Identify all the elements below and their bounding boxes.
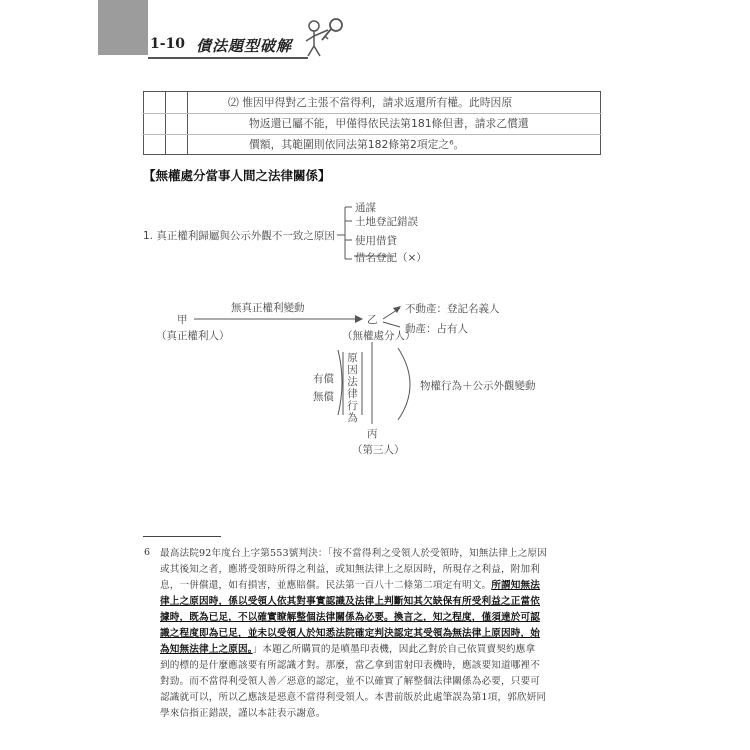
book-title: 債法題型破解 xyxy=(196,37,293,55)
footnote-line xyxy=(160,577,540,591)
footnote-line: 或其後知之者，應將受領時所得之利益，或知無法律上之原因時，所現存之利益，附加利 xyxy=(160,564,541,575)
footnote-line: 認識就可以，所以乙應該是惡意不當得利受領人。本書前版於此處筆誤為第1項，郭欣妍同 xyxy=(160,692,547,703)
onerous-label: 有償 xyxy=(313,373,334,385)
party-a-role: （真正權利人） xyxy=(156,330,230,342)
reason-item: 使用借貸 xyxy=(355,235,397,247)
real-estate-label: 不動產：登記名義人 xyxy=(405,303,500,315)
gratuitous-label: 無償 xyxy=(313,391,334,403)
box-line-2: 物返還已屬不能，甲僅得依民法第181條但書，請求乙償還 xyxy=(249,117,529,130)
page-number: 1-10 xyxy=(150,36,186,52)
real-act-label: 物權行為＋公示外觀變動 xyxy=(420,380,536,392)
footnote-line: 對勁。而不當得利受領人善／惡意的認定，並不以確實了解整個法律關係為必要，只要可 xyxy=(160,676,541,687)
arrow-label: 無真正權利變動 xyxy=(231,302,305,314)
footnote-text: 息，一併償還，如有損害，並應賠償。民法第一百八十二條第二項定有明文。 xyxy=(160,580,492,591)
box-line-3: 價額，其範圍則依同法第182條第2項定之⁶。 xyxy=(249,138,465,151)
footnote-line: 學來信指正錯誤，謹以本註表示謝意。 xyxy=(160,708,326,719)
footnote-rule xyxy=(143,536,221,537)
party-b: 乙 xyxy=(367,314,378,326)
footnote-emphasis: 所謂知無法 xyxy=(491,580,541,591)
movables-label: 動產：占有人 xyxy=(405,323,468,335)
footnote-line-emphasis: 律上之原因時，係以受領人依其對事實認識及法律上判斷知其欠缺保有所受利益之正當依 xyxy=(160,596,541,607)
box-line-1: ⑵ 惟因甲得對乙主張不當得利，請求返還所有權。此時因原 xyxy=(228,96,513,109)
reason-item-struck: 借名登記（×） xyxy=(355,252,427,264)
footnote-line-emphasis: 據時，既為已足，不以確實瞭解整個法律關係為必要。換言之，知之程度，僅須達於可認 xyxy=(160,612,541,623)
footnote-line: 最高法院92年度台上字第553號判決：「按不當得利之受領人於受領時，知無法律上之原因 xyxy=(160,548,547,559)
footnote-number: 6 xyxy=(144,547,151,558)
reason-item: 土地登記錯誤 xyxy=(355,216,418,228)
footnote-line xyxy=(160,641,535,655)
reasons-main-label: 1. 真正權利歸屬與公示外觀不一致之原因 xyxy=(143,230,335,242)
reason-item: 通謀 xyxy=(355,202,376,214)
footnote-line: 到的標的是什麼應該要有所認識才對。那麼，當乙拿到雷射印表機時，應該要知道哪裡不 xyxy=(160,660,541,671)
footnote-text: 」本題乙所購買的是噴墨印表機，因此乙對於自己依買賣契約應拿 xyxy=(252,644,536,655)
footnote-emphasis: 為知無法律上之原因。 xyxy=(160,644,253,655)
party-b-role: （無權處分人） xyxy=(342,330,416,342)
party-c: 丙 xyxy=(367,428,378,440)
party-a: 甲 xyxy=(177,314,188,326)
footnote-line-emphasis: 識之程度即為已足，並未以受領人於知悉法院確定判決認定其受領為無法律上原因時，始 xyxy=(160,628,541,639)
section-heading: 【無權處分當事人間之法律關係】 xyxy=(143,168,331,183)
cause-legal-act-vertical: 原因法律行為 xyxy=(347,352,358,424)
party-c-role: （第三人） xyxy=(352,444,405,456)
